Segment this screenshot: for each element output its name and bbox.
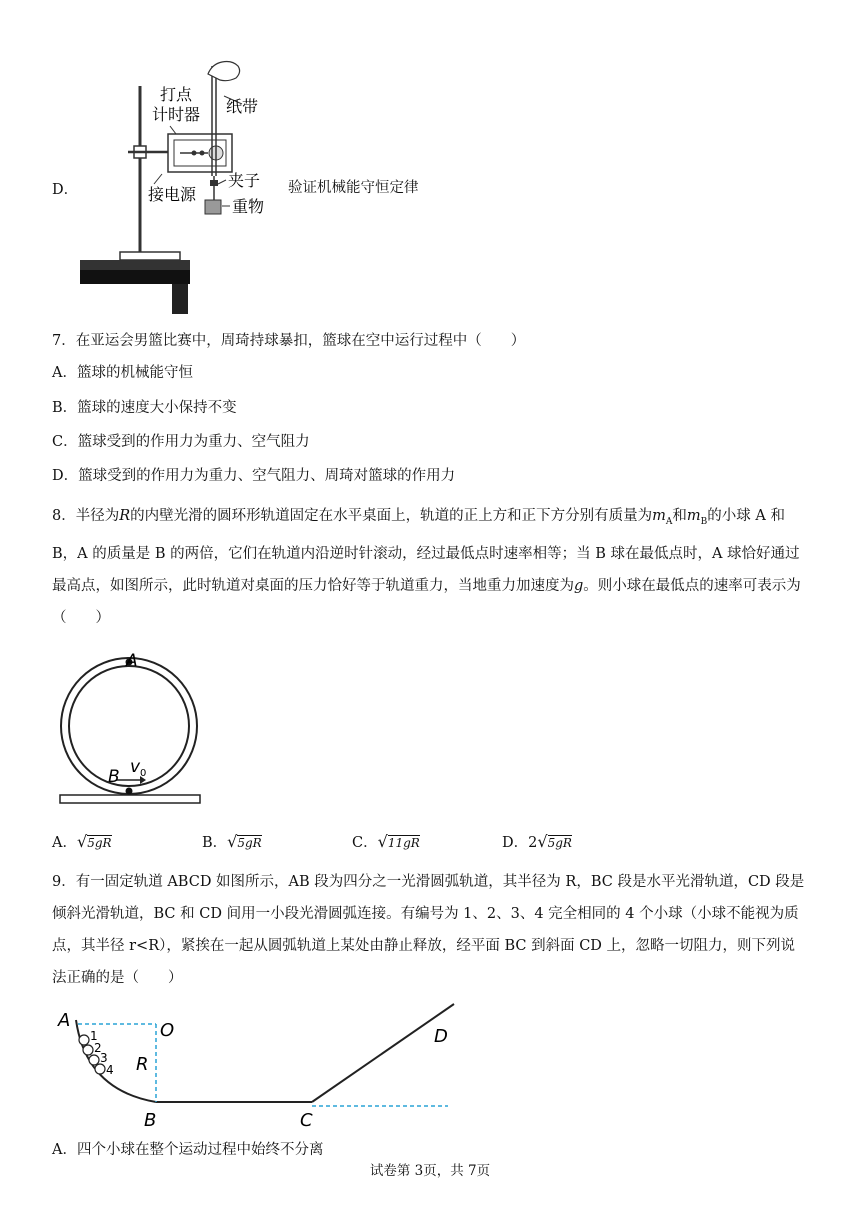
table-surface: [60, 795, 200, 803]
q7-stem: 7．在亚运会男篮比赛中，周琦持球暴扣，篮球在空中运行过程中（ ）: [52, 333, 526, 349]
q8-option-b: B．√5gR: [202, 832, 262, 851]
label-b: B: [144, 1110, 157, 1131]
ball-b: [126, 788, 133, 795]
q8-option-a: A．√5gR: [52, 832, 112, 851]
label-weight: 重物: [232, 197, 265, 216]
q8-option-c: C．√11gR: [352, 832, 420, 851]
ring-outer: [61, 658, 197, 794]
table-top: [80, 260, 190, 270]
table-leg: [172, 284, 188, 314]
q7-option-d: D．篮球受到的作用力为重力、空气阻力、周琦对篮球的作用力: [52, 468, 456, 484]
ball-label-4: 4: [106, 1063, 114, 1077]
label-a: A: [126, 651, 138, 671]
q9-option-a: A．四个小球在整个运动过程中始终不分离: [52, 1142, 324, 1158]
label-tape: 纸带: [226, 97, 259, 116]
label-d: D: [434, 1026, 448, 1047]
ball-3: [89, 1055, 99, 1065]
segment-cd: [312, 1004, 454, 1102]
label-v: v: [130, 757, 141, 777]
q8-ring-figure: [56, 650, 206, 810]
weight-icon: [205, 200, 221, 214]
q7-option-a: A．篮球的机械能守恒: [52, 365, 193, 381]
label-timer-2: 计时器: [152, 105, 201, 124]
q8-stem: 8．半径为R的内壁光滑的圆环形轨道固定在水平桌面上，轨道的正上方和正下方分别有质量为$m_A$和$m_B$的小球 A 和 B，A 的质量是 B 的两倍，它们在轨道内沿逆时针滚动，经过最低点时速率相等；当 B 球在最低点时，A 球恰好通过最高点，如图所示，此时轨道对桌面的压力恰好等于轨道重力，当地重力加速度为g。则小球在最低点的速率可表示为（ ）: [52, 508, 801, 626]
ball-4: [95, 1064, 105, 1074]
clip-icon: [210, 180, 218, 186]
label-a: A: [58, 1010, 71, 1031]
q7-option-b: B．篮球的速度大小保持不变: [52, 400, 237, 416]
option-d-letter: D．: [52, 182, 79, 198]
q9-track-figure: [56, 998, 476, 1138]
q8-option-d: D．2√5gR: [502, 832, 572, 851]
label-o: O: [160, 1020, 175, 1041]
label-b: B: [108, 767, 120, 787]
q7-option-c: C．篮球受到的作用力为重力、空气阻力: [52, 434, 310, 450]
ring-inner: [69, 666, 189, 786]
label-r: R: [136, 1054, 149, 1075]
page-footer: 试卷第 3页，共 7页: [369, 1163, 491, 1179]
label-timer-1: 打点: [160, 85, 193, 104]
label-clip: 夹子: [228, 171, 261, 190]
ball-1: [79, 1035, 89, 1045]
ball-2: [83, 1045, 93, 1055]
ball-label-1: 1: [90, 1029, 98, 1043]
apparatus-figure: [76, 56, 276, 318]
q9-stem: 9．有一固定轨道 ABCD 如图所示，AB 段为四分之一光滑圆弧轨道，其半径为 R，BC 段是水平光滑轨道，CD 段是倾斜光滑轨道，BC 和 CD 间用一小段光滑圆弧连接。有编号为 1、2、3、4 完全相同的 4 个小球（小球不能视为质点，其半径 r<R），紧挨在一起从圆弧轨道上某处由静止释放，经平面 BC 到斜面 CD 上，忽略一切阻力，则下列说法正确的是（ ）: [52, 874, 805, 986]
ball-label-3: 3: [100, 1051, 108, 1065]
label-power: 接电源: [148, 185, 197, 204]
label-v-sub: 0: [140, 768, 147, 779]
table-body: [80, 270, 190, 284]
label-c: C: [300, 1110, 313, 1131]
ball-label-2: 2: [94, 1041, 102, 1055]
stand-base: [120, 252, 180, 260]
option-d-caption: 验证机械能守恒定律: [288, 180, 419, 196]
